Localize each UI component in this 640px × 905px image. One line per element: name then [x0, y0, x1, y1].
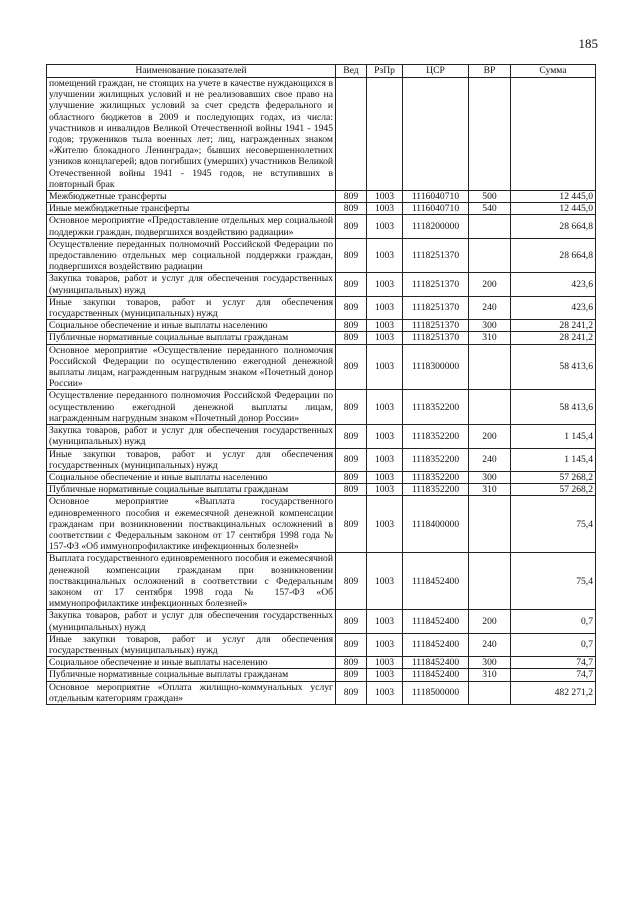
ved-cell: 809	[336, 448, 367, 471]
sum-cell: 1 145,4	[511, 448, 596, 471]
table-body	[47, 78, 596, 705]
ved-cell: 809	[336, 669, 367, 681]
sum-cell: 28 241,2	[511, 332, 596, 344]
rzpr-cell: 1003	[367, 448, 403, 471]
table-row	[47, 273, 596, 296]
csr-cell: 1118400000	[403, 496, 469, 553]
csr-cell: 1118500000	[403, 681, 469, 704]
vr-cell	[469, 344, 511, 390]
sum-cell: 74,7	[511, 657, 596, 669]
sum-cell: 58 413,6	[511, 390, 596, 425]
csr-cell: 1118352200	[403, 484, 469, 496]
indicator-name-cell: Выплата государственного единовременного пособия и ежемесячной денежной компенсации гражданам при возникновении поствакцинальных осложнений в соответствии с Федеральным законом от 17 сентября 1998 года № 157-ФЗ «Об иммунопрофилактике инфекционных болезней»	[47, 553, 336, 610]
csr-cell: 1118200000	[403, 215, 469, 238]
rzpr-cell: 1003	[367, 191, 403, 203]
table-row	[47, 496, 596, 553]
table-row	[47, 78, 596, 191]
ved-cell: 809	[336, 215, 367, 238]
ved-cell: 809	[336, 191, 367, 203]
indicator-name-cell: Осуществление переданных полномочий Российской Федерации по предоставлению отдельных мер социальной поддержки граждан, подвергшихся воздействию радиации	[47, 238, 336, 273]
csr-cell: 1118251370	[403, 273, 469, 296]
rzpr-cell: 1003	[367, 553, 403, 610]
csr-cell	[403, 78, 469, 191]
rzpr-cell: 1003	[367, 669, 403, 681]
ved-cell: 809	[336, 390, 367, 425]
table-row	[47, 448, 596, 471]
header-ved: Вед	[336, 65, 367, 78]
csr-cell: 1118352200	[403, 425, 469, 448]
csr-cell: 1118300000	[403, 344, 469, 390]
table-row	[47, 238, 596, 273]
sum-cell: 0,7	[511, 610, 596, 633]
ved-cell	[336, 78, 367, 191]
csr-cell: 1118352200	[403, 471, 469, 483]
csr-cell: 1118452400	[403, 633, 469, 656]
ved-cell: 809	[336, 273, 367, 296]
csr-cell: 1116040710	[403, 191, 469, 203]
rzpr-cell: 1003	[367, 425, 403, 448]
indicator-name-cell: Публичные нормативные социальные выплаты гражданам	[47, 332, 336, 344]
vr-cell	[469, 496, 511, 553]
sum-cell: 57 268,2	[511, 471, 596, 483]
rzpr-cell: 1003	[367, 332, 403, 344]
indicator-name-cell: Иные межбюджетные трансферты	[47, 203, 336, 215]
vr-cell: 300	[469, 320, 511, 332]
vr-cell: 310	[469, 332, 511, 344]
table-row	[47, 390, 596, 425]
ved-cell: 809	[336, 657, 367, 669]
vr-cell: 240	[469, 633, 511, 656]
vr-cell: 310	[469, 484, 511, 496]
sum-cell: 423,6	[511, 273, 596, 296]
ved-cell: 809	[336, 203, 367, 215]
indicator-name-cell: Закупка товаров, работ и услуг для обеспечения государственных (муниципальных) нужд	[47, 273, 336, 296]
sum-cell: 57 268,2	[511, 484, 596, 496]
ved-cell: 809	[336, 320, 367, 332]
ved-cell: 809	[336, 484, 367, 496]
rzpr-cell	[367, 78, 403, 191]
table-row	[47, 425, 596, 448]
vr-cell	[469, 238, 511, 273]
indicator-name-cell: Социальное обеспечение и иные выплаты населению	[47, 657, 336, 669]
indicator-name-cell: Публичные нормативные социальные выплаты гражданам	[47, 484, 336, 496]
ved-cell: 809	[336, 633, 367, 656]
rzpr-cell: 1003	[367, 657, 403, 669]
header-vr: ВР	[469, 65, 511, 78]
ved-cell: 809	[336, 332, 367, 344]
table-row	[47, 657, 596, 669]
indicator-name-cell: Осуществление переданного полномочия Российской Федерации по осуществлению ежегодной денежной выплаты лицам, награжденным нагрудным знаком «Почетный донор России»	[47, 390, 336, 425]
ved-cell: 809	[336, 471, 367, 483]
rzpr-cell: 1003	[367, 215, 403, 238]
indicator-name-cell: Иные закупки товаров, работ и услуг для обеспечения государственных (муниципальных) нужд	[47, 296, 336, 319]
vr-cell	[469, 681, 511, 704]
vr-cell: 540	[469, 203, 511, 215]
sum-cell: 75,4	[511, 496, 596, 553]
ved-cell: 809	[336, 610, 367, 633]
header-sum: Сумма	[511, 65, 596, 78]
csr-cell: 1118352200	[403, 390, 469, 425]
csr-cell: 1118251370	[403, 296, 469, 319]
table-row	[47, 344, 596, 390]
ved-cell: 809	[336, 344, 367, 390]
sum-cell: 1 145,4	[511, 425, 596, 448]
sum-cell: 28 664,8	[511, 215, 596, 238]
page-number: 185	[578, 36, 598, 51]
table-row	[47, 633, 596, 656]
vr-cell	[469, 215, 511, 238]
vr-cell: 310	[469, 669, 511, 681]
header-csr: ЦСР	[403, 65, 469, 78]
table-row	[47, 553, 596, 610]
table-header	[47, 65, 596, 78]
rzpr-cell: 1003	[367, 344, 403, 390]
csr-cell: 1118251370	[403, 332, 469, 344]
budget-table	[46, 64, 596, 705]
vr-cell: 240	[469, 448, 511, 471]
vr-cell	[469, 390, 511, 425]
vr-cell	[469, 553, 511, 610]
sum-cell: 74,7	[511, 669, 596, 681]
rzpr-cell: 1003	[367, 238, 403, 273]
rzpr-cell: 1003	[367, 273, 403, 296]
rzpr-cell: 1003	[367, 471, 403, 483]
sum-cell	[511, 78, 596, 191]
rzpr-cell: 1003	[367, 681, 403, 704]
indicator-name-cell: Основное мероприятие «Оплата жилищно-коммунальных услуг отдельным категориям граждан»	[47, 681, 336, 704]
sum-cell: 12 445,0	[511, 203, 596, 215]
indicator-name-cell: Социальное обеспечение и иные выплаты населению	[47, 471, 336, 483]
ved-cell: 809	[336, 496, 367, 553]
csr-cell: 1118251370	[403, 238, 469, 273]
indicator-name-cell: Основное мероприятие «Выплата государственного единовременного пособия и ежемесячной денежной компенсации гражданам при возникновении поствакцинальных осложнений в соответствии с Федеральным законом от 17 сентября 1998 года № 157-ФЗ «Об иммунопрофилактике инфекционных болезней»	[47, 496, 336, 553]
csr-cell: 1118352200	[403, 448, 469, 471]
rzpr-cell: 1003	[367, 320, 403, 332]
ved-cell: 809	[336, 296, 367, 319]
csr-cell: 1118452400	[403, 669, 469, 681]
vr-cell: 240	[469, 296, 511, 319]
indicator-name-cell: Иные закупки товаров, работ и услуг для обеспечения государственных (муниципальных) нужд	[47, 448, 336, 471]
header-row	[47, 65, 596, 78]
rzpr-cell: 1003	[367, 496, 403, 553]
rzpr-cell: 1003	[367, 484, 403, 496]
sum-cell: 28 664,8	[511, 238, 596, 273]
table-row	[47, 215, 596, 238]
table-row	[47, 484, 596, 496]
rzpr-cell: 1003	[367, 633, 403, 656]
vr-cell: 300	[469, 471, 511, 483]
ved-cell: 809	[336, 681, 367, 704]
indicator-name-cell: Социальное обеспечение и иные выплаты населению	[47, 320, 336, 332]
ved-cell: 809	[336, 425, 367, 448]
table-row	[47, 191, 596, 203]
table-row	[47, 332, 596, 344]
header-name: Наименование показателей	[47, 65, 336, 78]
sum-cell: 0,7	[511, 633, 596, 656]
table-row	[47, 296, 596, 319]
csr-cell: 1118452400	[403, 657, 469, 669]
indicator-name-cell: Межбюджетные трансферты	[47, 191, 336, 203]
csr-cell: 1118251370	[403, 320, 469, 332]
header-rzpr: РзПр	[367, 65, 403, 78]
indicator-name-cell: Основное мероприятие «Осуществление переданного полномочия Российской Федерации по осуществлению ежегодной денежной выплаты лицам, награжденным нагрудным знаком «Почетный донор России»	[47, 344, 336, 390]
vr-cell: 200	[469, 425, 511, 448]
sum-cell: 58 413,6	[511, 344, 596, 390]
indicator-name-cell: Закупка товаров, работ и услуг для обеспечения государственных (муниципальных) нужд	[47, 610, 336, 633]
sum-cell: 75,4	[511, 553, 596, 610]
rzpr-cell: 1003	[367, 296, 403, 319]
indicator-name-cell: Иные закупки товаров, работ и услуг для обеспечения государственных (муниципальных) нужд	[47, 633, 336, 656]
csr-cell: 1118452400	[403, 610, 469, 633]
indicator-name-cell: Закупка товаров, работ и услуг для обеспечения государственных (муниципальных) нужд	[47, 425, 336, 448]
csr-cell: 1118452400	[403, 553, 469, 610]
indicator-name-cell: Основное мероприятие «Предоставление отдельных мер социальной поддержки граждан, подвергшихся воздействию радиации»	[47, 215, 336, 238]
ved-cell: 809	[336, 238, 367, 273]
indicator-name-cell: помещений граждан, не стоящих на учете в качестве нуждающихся в улучшении жилищных условий и не реализовавших свое право на улучшение жилищных условий за счет средств федерального и областного бюджетов в 2009 и последующих годах, из числа: участников и инвалидов Великой Отечественной войны 1941 - 1945 годов; тружеников тыла военных лет; лиц, награжденных знаком «Жителю блокадного Ленинграда»; бывших несовершеннолетних узников концлагерей; вдов погибших (умерших) участников Великой Отечественной войны 1941 - 1945 годов, не вступивших в повторный брак	[47, 78, 336, 191]
table-row	[47, 471, 596, 483]
csr-cell: 1116040710	[403, 203, 469, 215]
rzpr-cell: 1003	[367, 203, 403, 215]
vr-cell: 300	[469, 657, 511, 669]
vr-cell: 200	[469, 610, 511, 633]
vr-cell: 200	[469, 273, 511, 296]
sum-cell: 12 445,0	[511, 191, 596, 203]
table-row	[47, 669, 596, 681]
ved-cell: 809	[336, 553, 367, 610]
rzpr-cell: 1003	[367, 610, 403, 633]
table-row	[47, 681, 596, 704]
sum-cell: 482 271,2	[511, 681, 596, 704]
table-row	[47, 320, 596, 332]
rzpr-cell: 1003	[367, 390, 403, 425]
sum-cell: 423,6	[511, 296, 596, 319]
table-row	[47, 610, 596, 633]
table-row	[47, 203, 596, 215]
indicator-name-cell: Публичные нормативные социальные выплаты гражданам	[47, 669, 336, 681]
vr-cell	[469, 78, 511, 191]
vr-cell: 500	[469, 191, 511, 203]
sum-cell: 28 241,2	[511, 320, 596, 332]
